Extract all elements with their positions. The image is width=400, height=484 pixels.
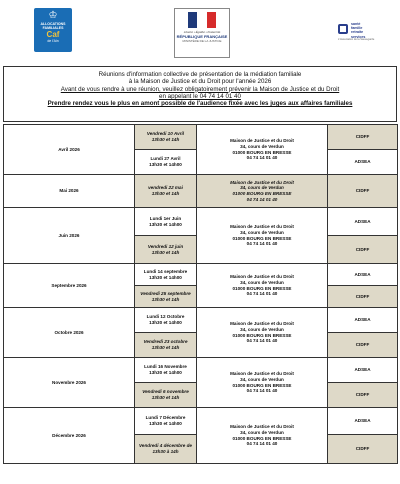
session-date-cell: Lundi 14 septembre 13h30 et 14h00 — [135, 264, 197, 286]
organization-cell: ADSEA — [328, 150, 398, 175]
organization-cell: CIDFF — [328, 175, 398, 208]
meetings-table — [3, 124, 398, 464]
organization-cell: CIDFF — [328, 435, 398, 464]
adsea-logo-icon — [338, 24, 348, 34]
republique-name: RÉPUBLIQUE FRANÇAISE — [176, 34, 228, 39]
month-cell: Décembre 2026 — [4, 408, 135, 464]
table-row — [4, 175, 398, 208]
adsea-logo-text: santé famille retraite services — [351, 22, 366, 39]
organization-cell: CIDFF — [328, 383, 398, 408]
document-header — [3, 66, 397, 122]
organization-cell: CIDFF — [328, 236, 398, 264]
ministry-name: MINISTÈRE DE LA JUSTICE — [182, 39, 222, 43]
month-cell: Octobre 2026 — [4, 308, 135, 358]
session-date-cell: Vendredi 23 octobre 13h30 et 14h — [135, 333, 197, 358]
organization-cell: ADSEA — [328, 208, 398, 236]
republique-motto: Liberté • Égalité • Fraternité — [183, 30, 221, 34]
month-cell: Avril 2026 — [4, 125, 135, 175]
logo-bar — [0, 0, 400, 58]
header-title: Réunions d'information collective de présentation de la médiation familiale — [98, 71, 302, 78]
location-cell: Maison de Justice et du Droit 34, cours de Verdun 01000 BOURG EN BRESSE 04 74 14 01 40 — [197, 358, 328, 408]
table-row — [4, 358, 398, 383]
organization-cell: ADSEA — [328, 408, 398, 435]
session-date-cell: Vendredi 4 décembre de 13h30 à 14h — [135, 435, 197, 464]
header-phone: en appelant le 04 74 14 01 40 — [159, 92, 241, 100]
table-row — [4, 208, 398, 236]
header-warning: Avant de vous rendre à une réunion, veuillez obligatoirement prévenir la Maison de Justice et du Droit — [60, 85, 340, 93]
republique-francaise-logo — [174, 8, 230, 58]
caf-logo-line2: Caf — [46, 30, 60, 39]
session-date-cell: Lundi 1er Juin 13h30 et 14h00 — [135, 208, 197, 236]
location-cell: Maison de Justice et du Droit 34, cours de Verdun 01000 BOURG EN BRESSE 04 74 14 01 40 — [197, 264, 328, 308]
month-cell: Novembre 2026 — [4, 358, 135, 408]
caf-logo-line1: ALLOCATIONS FAMILIALES — [40, 22, 66, 30]
session-date-cell: Lundi 16 Novembre 13h30 et 14h00 — [135, 358, 197, 383]
location-cell: Maison de Justice et du Droit 34, cours de Verdun 01000 BOURG EN BRESSE 04 74 14 01 40 — [197, 208, 328, 264]
organization-cell: ADSEA — [328, 358, 398, 383]
table-row — [4, 125, 398, 150]
organization-cell: CIDFF — [328, 333, 398, 358]
table-row — [4, 408, 398, 435]
session-date-cell: Vendredi 25 septembre 13h30 et 14h — [135, 286, 197, 308]
month-cell: Septembre 2026 — [4, 264, 135, 308]
session-date-cell: Lundi 12 Octobre 13h30 et 14h00 — [135, 308, 197, 333]
location-cell: Maison de Justice et du Droit 34, cours de Verdun 01000 BOURG EN BRESSE 04 74 14 01 40 — [197, 408, 328, 464]
session-date-cell: Vendredi 10 Avril 13h30 et 14h — [135, 125, 197, 150]
marianne-icon — [188, 12, 216, 28]
caf-family-icon: ♔ — [48, 10, 58, 21]
session-date-cell: Vendredi 6 novembre 13h30 et 14h — [135, 383, 197, 408]
organization-cell: CIDFF — [328, 125, 398, 150]
month-cell: Juin 2026 — [4, 208, 135, 264]
location-cell: Maison de Justice et du Droit 34, cours de Verdun 01000 BOURG EN BRESSE 04 74 14 01 40 — [197, 308, 328, 358]
table-row — [4, 264, 398, 286]
header-subtitle: à la Maison de Justice et du Droit pour l'année 2026 — [128, 78, 272, 86]
location-cell: Maison de Justice et du Droit 34, cours de Verdun 01000 BOURG EN BRESSE 04 74 14 01 40 — [197, 125, 328, 175]
adsea-logo — [338, 22, 390, 44]
table-row — [4, 308, 398, 333]
header-advice: Prendre rendez vous le plus en amont possible de l'audience fixée avec les juges aux affaires familiales — [47, 100, 353, 108]
session-date-cell: Vendredi 12 juin 13h30 et 14h — [135, 236, 197, 264]
organization-cell: ADSEA — [328, 264, 398, 286]
month-cell: Mai 2026 — [4, 175, 135, 208]
caf-logo-line3: de l'Ain — [47, 39, 59, 43]
adsea-logo-sub: L'Association de la Sauvegarde — [338, 38, 375, 41]
organization-cell: ADSEA — [328, 308, 398, 333]
caf-logo — [34, 8, 72, 52]
session-date-cell: Lundi 27 Avril 13h30 et 14h00 — [135, 150, 197, 175]
session-date-cell: Lundi 7 Décembre 13h30 et 14h00 — [135, 408, 197, 435]
organization-cell: CIDFF — [328, 286, 398, 308]
location-cell: Maison de Justice et du Droit 34, cours de Verdun 01000 BOURG EN BRESSE 04 74 14 01 40 — [197, 175, 328, 208]
session-date-cell: vendredi 22 mai 13h30 et 14h — [135, 175, 197, 208]
